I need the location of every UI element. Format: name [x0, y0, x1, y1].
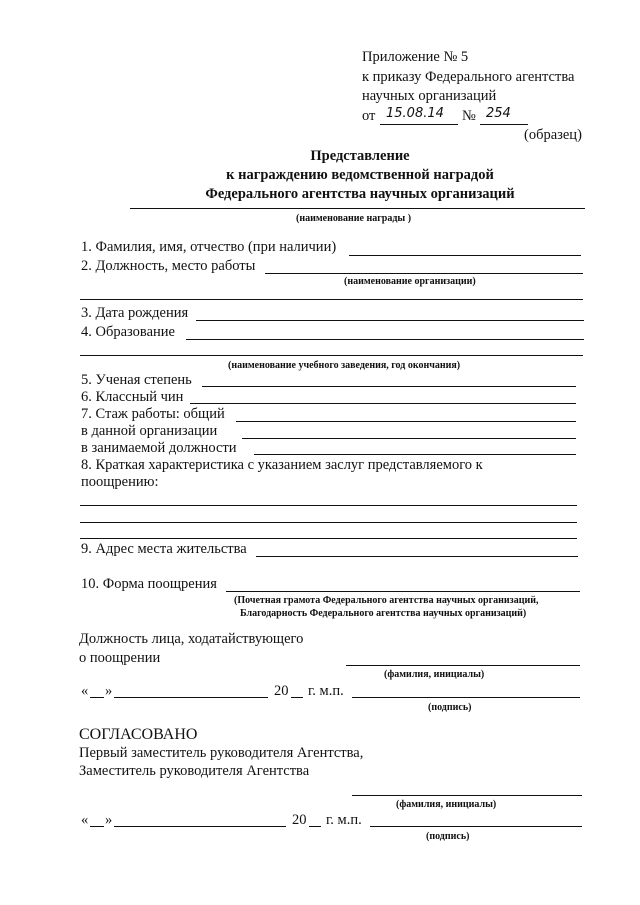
- petitioner-month-line[interactable]: [114, 697, 268, 698]
- doc-subtitle-2: Федерального агентства научных организаций: [205, 186, 515, 202]
- approval-year-prefix: 20: [292, 812, 307, 828]
- field-address-label: 9. Адрес места жительства: [81, 541, 247, 557]
- approval-quote-open: «: [81, 812, 89, 828]
- field-class-rank-line[interactable]: [190, 403, 576, 404]
- order-number-value: 254: [486, 106, 511, 121]
- petitioner-year-prefix: 20: [274, 683, 289, 699]
- field-position-line[interactable]: [265, 273, 583, 274]
- award-name-caption: (наименование награды ): [296, 213, 412, 224]
- order-from-label: от: [362, 108, 376, 124]
- order-line-2: научных организаций: [362, 88, 497, 104]
- field-birth-date-label: 3. Дата рождения: [81, 305, 189, 321]
- petitioner-signature-caption: (подпись): [428, 702, 472, 713]
- field-experience-position-line[interactable]: [254, 454, 576, 455]
- petitioner-year-line[interactable]: [291, 697, 303, 698]
- approval-quote-close: »: [105, 812, 113, 828]
- doc-subtitle-1: к награждению ведомственной наградой: [226, 167, 494, 183]
- order-number-line: [480, 124, 528, 125]
- approval-title: СОГЛАСОВАНО: [79, 726, 198, 743]
- order-line-1: к приказу Федерального агентства: [362, 69, 575, 85]
- petitioner-position-label: Должность лица, ходатайствующего: [79, 631, 304, 647]
- sample-note: (образец): [524, 127, 582, 143]
- petitioner-day-line[interactable]: [90, 697, 104, 698]
- field-address-line[interactable]: [256, 556, 578, 557]
- field-experience-total-line[interactable]: [236, 421, 576, 422]
- approval-day-line[interactable]: [90, 826, 104, 827]
- field-degree-line[interactable]: [202, 386, 576, 387]
- order-date-line: [380, 124, 458, 125]
- field-education-line[interactable]: [186, 339, 584, 340]
- approval-month-line[interactable]: [114, 826, 286, 827]
- field-birth-date-line[interactable]: [196, 320, 584, 321]
- field-position-line-2[interactable]: [80, 299, 583, 300]
- approval-signature-caption: (подпись): [426, 831, 470, 842]
- order-number-label: №: [462, 108, 476, 124]
- order-date-value: 15.08.14: [386, 106, 444, 121]
- field-experience-total-label: 7. Стаж работы: общий: [81, 406, 225, 422]
- reward-form-caption-2: Благодарность Федерального агентства научных организаций): [240, 608, 527, 619]
- field-experience-position-label: в занимаемой должности: [81, 440, 237, 456]
- petitioner-g-mp: г. м.п.: [308, 683, 344, 699]
- award-name-line[interactable]: [130, 208, 585, 209]
- field-education-label: 4. Образование: [81, 324, 175, 340]
- field-position-label: 2. Должность, место работы: [81, 258, 256, 274]
- petitioner-position-label-2: о поощрении: [79, 650, 161, 666]
- field-class-rank-label: 6. Классный чин: [81, 389, 184, 405]
- field-characteristic-label-2: поощрению:: [81, 474, 159, 490]
- petitioner-name-line[interactable]: [346, 665, 580, 666]
- approval-line-2: Заместитель руководителя Агентства: [79, 763, 310, 779]
- org-name-caption: (наименование организации): [344, 276, 476, 287]
- characteristic-line-2[interactable]: [80, 522, 577, 523]
- characteristic-line-1[interactable]: [80, 505, 577, 506]
- characteristic-line-3[interactable]: [80, 538, 577, 539]
- approval-name-caption: (фамилия, инициалы): [396, 799, 497, 810]
- field-reward-form-line[interactable]: [226, 591, 580, 592]
- doc-title: Представление: [310, 148, 410, 164]
- field-experience-org-label: в данной организации: [81, 423, 218, 439]
- approval-name-line[interactable]: [352, 795, 582, 796]
- petitioner-name-caption: (фамилия, инициалы): [384, 669, 485, 680]
- field-experience-org-line[interactable]: [242, 438, 576, 439]
- education-caption: (наименование учебного заведения, год окончания): [228, 360, 461, 371]
- field-full-name-label: 1. Фамилия, имя, отчество (при наличии): [81, 239, 337, 255]
- approval-year-line[interactable]: [309, 826, 321, 827]
- field-full-name-line[interactable]: [349, 255, 581, 256]
- approval-line-1: Первый заместитель руководителя Агентства,: [79, 745, 364, 761]
- appendix-number: Приложение № 5: [362, 49, 469, 65]
- approval-signature-line[interactable]: [370, 826, 582, 827]
- petitioner-quote-close: »: [105, 683, 113, 699]
- petitioner-quote-open: «: [81, 683, 89, 699]
- reward-form-caption-1: (Почетная грамота Федерального агентства научных организаций,: [234, 595, 539, 606]
- approval-g-mp: г. м.п.: [326, 812, 362, 828]
- field-reward-form-label: 10. Форма поощрения: [81, 576, 217, 592]
- field-degree-label: 5. Ученая степень: [81, 372, 192, 388]
- field-education-line-2[interactable]: [80, 355, 583, 356]
- field-characteristic-label: 8. Краткая характеристика с указанием заслуг представляемого к: [81, 457, 483, 473]
- petitioner-signature-line[interactable]: [352, 697, 580, 698]
